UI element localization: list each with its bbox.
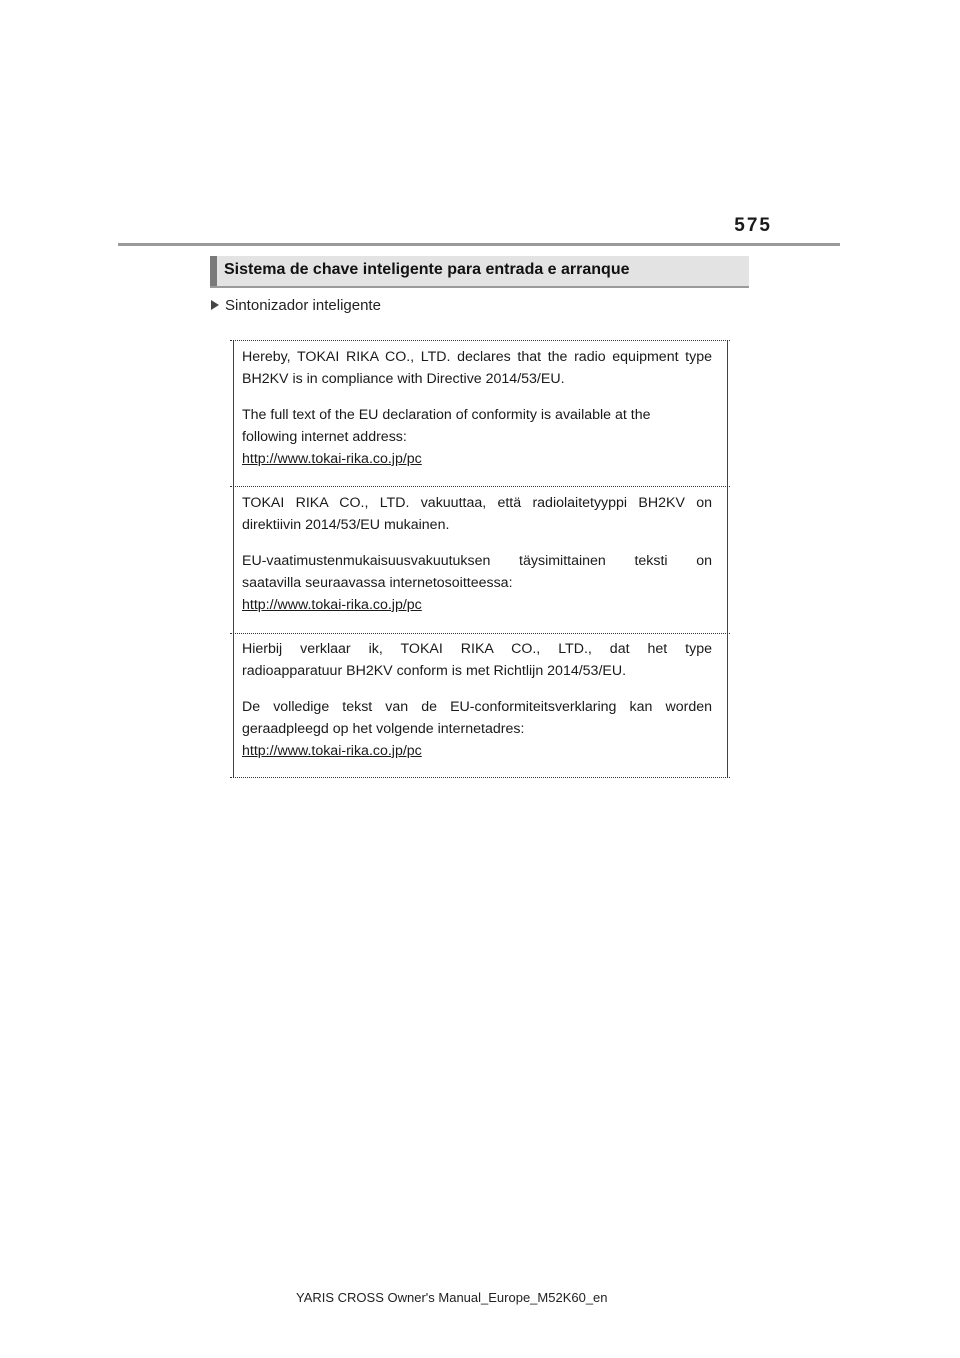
declaration-link[interactable]: http://www.tokai-rika.co.jp/pc	[242, 451, 422, 467]
declaration-dutch	[242, 638, 712, 762]
declaration-line: following internet address:	[242, 429, 407, 445]
declaration-line: EU-vaatimustenmukaisuusvakuutuksen täysimittainen teksti on	[242, 553, 712, 569]
declaration-line: saatavilla seuraavassa internetosoitteessa:	[242, 575, 513, 591]
bullet-label: Sintonizador inteligente	[225, 297, 381, 314]
section-title: Sistema de chave inteligente para entrada e arranque	[224, 261, 630, 278]
declaration-link[interactable]: http://www.tokai-rika.co.jp/pc	[242, 743, 422, 759]
declaration-finnish	[242, 492, 712, 616]
declaration-line: radioapparatuur BH2KV conform is met Richtlijn 2014/53/EU.	[242, 663, 627, 679]
declaration-line: BH2KV is in compliance with Directive 2014/53/EU.	[242, 371, 565, 387]
declaration-box	[230, 340, 730, 778]
box-bottom-divider	[230, 777, 730, 778]
bullet-triangle-icon	[211, 300, 219, 310]
declaration-line: Hierbij verklaar ik, TOKAI RIKA CO., LTD., dat het type	[242, 641, 712, 657]
declaration-line: The full text of the EU declaration of conformity is available at the	[242, 407, 651, 423]
declaration-line: TOKAI RIKA CO., LTD. vakuuttaa, että radiolaitetyyppi BH2KV on	[242, 495, 712, 511]
section-header	[210, 256, 749, 288]
declaration-line: geraadpleegd op het volgende internetadres:	[242, 721, 525, 737]
section-divider	[230, 633, 730, 634]
declaration-link[interactable]: http://www.tokai-rika.co.jp/pc	[242, 597, 422, 613]
declaration-english	[242, 346, 712, 470]
section-divider	[230, 486, 730, 487]
declaration-line: direktiivin 2014/53/EU mukainen.	[242, 517, 450, 533]
box-right-border	[727, 340, 728, 778]
declaration-line: Hereby, TOKAI RIKA CO., LTD. declares that the radio equipment type	[242, 349, 712, 365]
box-left-border	[233, 340, 234, 778]
bullet-item	[211, 297, 381, 314]
footer-text: YARIS CROSS Owner's Manual_Europe_M52K60_en	[296, 1290, 608, 1305]
box-top-divider	[230, 340, 730, 341]
declaration-line: De volledige tekst van de EU-conformiteitsverklaring kan worden	[242, 699, 712, 715]
header-rule	[118, 243, 840, 246]
page-number: 575	[734, 215, 772, 236]
section-header-bar	[210, 256, 217, 286]
